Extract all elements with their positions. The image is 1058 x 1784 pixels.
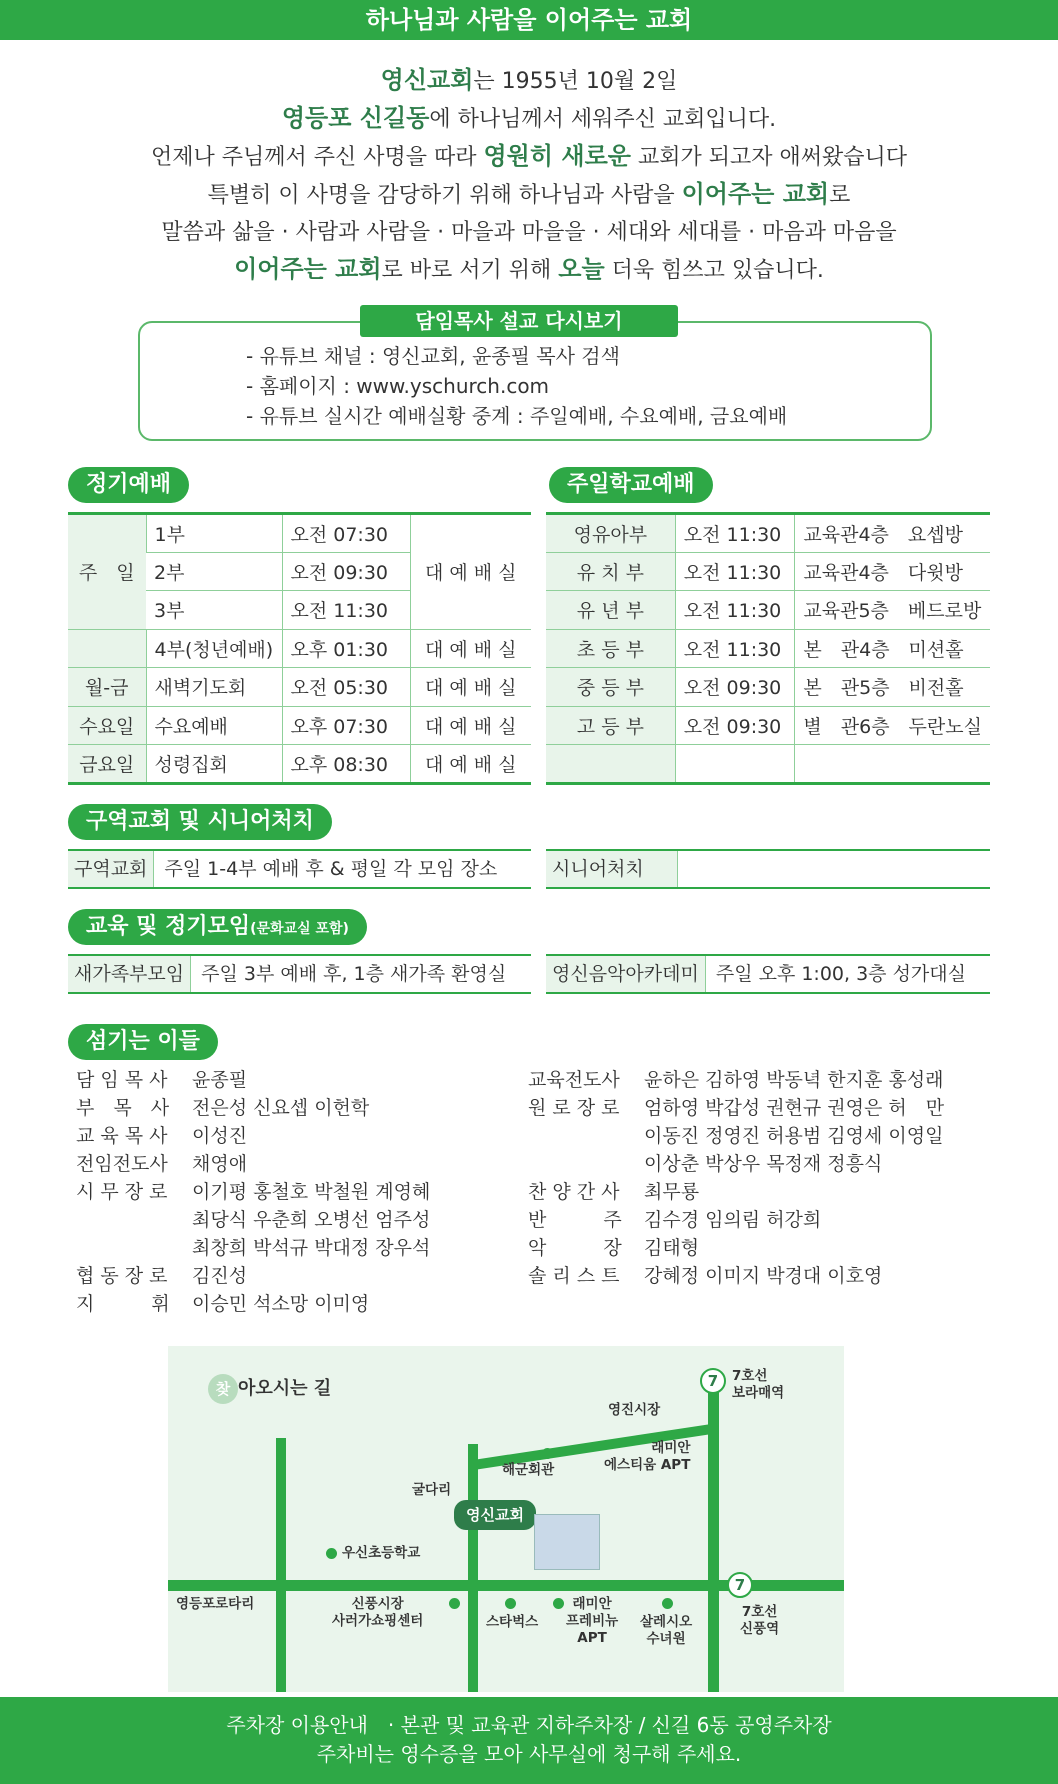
sermon-item: - 유튜브 채널 : 영신교회, 윤종필 목사 검색 [246, 344, 620, 368]
staff-names: 이기평 홍철호 박철원 계영혜 [192, 1181, 431, 1203]
dept-label: 초 등 부 [546, 629, 675, 668]
staff-names: 최당식 우춘희 오병선 엄주성 [192, 1209, 431, 1231]
newcomer-key: 새가족부모임 [68, 956, 191, 992]
sermon-replay-box [138, 321, 932, 441]
map-label-salesio: 살레시오 수녀원 [640, 1614, 693, 1647]
staff-role: 담 임 목 사 [76, 1069, 168, 1091]
parking-footer [0, 1697, 1058, 1784]
senior-row [546, 849, 990, 889]
map-label-boramae: 7호선 보라매역 [732, 1368, 785, 1401]
empty-cell [795, 745, 990, 784]
service-name: 4부(청년예배) [146, 629, 282, 668]
school-time: 오전 11:30 [675, 629, 795, 668]
table-row [546, 591, 990, 630]
staff-names: 윤종필 [192, 1069, 248, 1091]
staff-row [76, 1178, 430, 1206]
map-dot [662, 1598, 673, 1609]
service-name: 2부 [146, 552, 282, 591]
staff-row [76, 1094, 430, 1122]
staff-names: 김수경 임의림 허강희 [644, 1209, 822, 1231]
worship-table [68, 512, 531, 785]
school-time: 오전 09:30 [675, 706, 795, 745]
staff-role: 교육전도사 [528, 1069, 620, 1091]
map-label-navy-hall: 해군회관 [502, 1462, 555, 1478]
education-title-text: 교육 및 정기모임 [86, 914, 251, 939]
map-dot [505, 1598, 516, 1609]
staff-names: 강혜정 이미지 박경대 이호영 [644, 1265, 883, 1287]
staff-role: 전임전도사 [76, 1153, 168, 1175]
staff-names: 이동진 정영진 허용범 김영세 이영일 [644, 1125, 944, 1147]
school-time: 오전 11:30 [675, 591, 795, 630]
service-time: 오후 08:30 [282, 745, 410, 784]
table-row [546, 745, 990, 784]
staff-list-left [76, 1066, 430, 1318]
map-title: 아오시는 길 [238, 1378, 332, 1399]
empty-cell [675, 745, 795, 784]
service-name: 3부 [146, 591, 282, 630]
parking-note: 주차비는 영수증을 모아 사무실에 청구해 주세요. [316, 1742, 742, 1766]
day-label: 월-금 [68, 668, 146, 707]
day-label: 수요일 [68, 706, 146, 745]
staff-names: 최창희 박석규 박대정 장우석 [192, 1237, 431, 1259]
staff-role [528, 1150, 644, 1178]
service-place: 대 예 배 실 [410, 514, 531, 630]
table-row [68, 668, 531, 707]
staff-role [76, 1234, 192, 1262]
staff-row [76, 1234, 430, 1262]
worship-section-title: 정기예배 [68, 467, 189, 503]
staff-row [528, 1178, 944, 1206]
empty-cell [546, 745, 675, 784]
staff-names: 이상춘 박상우 목정재 정흥식 [644, 1153, 883, 1175]
map-dot [326, 1548, 337, 1559]
newcomer-row [68, 954, 531, 994]
table-row [546, 668, 990, 707]
staff-names: 김진성 [192, 1265, 248, 1287]
service-time: 오전 09:30 [282, 552, 410, 591]
service-place: 대 예 배 실 [410, 629, 531, 668]
district-row [68, 849, 531, 889]
intro-line: 이어주는 교회로 바로 서기 위해 오늘 더욱 힘쓰고 있습니다. [234, 255, 824, 283]
staff-row [528, 1234, 944, 1262]
school-time: 오전 11:30 [675, 552, 795, 591]
map-label-sinpung-station: 7호선 신풍역 [740, 1604, 780, 1637]
directions-map [168, 1346, 844, 1692]
sunday-school-title: 주일학교예배 [549, 467, 713, 503]
sunday-label: 주 일 [68, 514, 146, 630]
staff-role [528, 1122, 644, 1150]
day-label [68, 629, 146, 668]
intro-line: 영신교회는 1955년 10월 2일 [380, 66, 678, 94]
service-time: 오전 05:30 [282, 668, 410, 707]
intro-line: 특별히 이 사명을 감당하기 위해 하나님과 사람을 이어주는 교회로 [207, 180, 851, 208]
district-key: 구역교회 [68, 851, 154, 887]
service-time: 오전 11:30 [282, 591, 410, 630]
day-label: 금요일 [68, 745, 146, 784]
staff-section-title: 섬기는 이들 [68, 1024, 218, 1060]
staff-row [76, 1122, 430, 1150]
map-title-mark: 찾 [208, 1374, 238, 1404]
table-row [546, 514, 990, 553]
map-label-guldari: 굴다리 [412, 1482, 452, 1498]
staff-row [528, 1094, 944, 1122]
service-place: 대 예 배 실 [410, 668, 531, 707]
music-academy-row [546, 954, 990, 994]
map-dot [542, 1448, 553, 1459]
staff-row [528, 1150, 944, 1178]
staff-role: 반 주 [528, 1209, 622, 1231]
staff-role [76, 1206, 192, 1234]
school-place: 교육관4층 요셉방 [795, 514, 990, 553]
sunday-school-table [546, 512, 990, 785]
staff-role: 악 장 [528, 1237, 622, 1259]
staff-names: 이성진 [192, 1125, 248, 1147]
school-place: 교육관4층 다윗방 [795, 552, 990, 591]
service-place: 대 예 배 실 [410, 706, 531, 745]
staff-row [76, 1262, 430, 1290]
staff-row [76, 1150, 430, 1178]
map-label-sinpung-market: 신풍시장 사러가쇼핑센터 [332, 1596, 424, 1629]
sermon-replay-title: 담임목사 설교 다시보기 [360, 305, 678, 337]
service-place: 대 예 배 실 [410, 745, 531, 784]
table-row [68, 745, 531, 784]
staff-row [528, 1122, 944, 1150]
subway-line7-icon: 7 [700, 1368, 726, 1394]
intro-line: 영등포 신길동에 하나님께서 세워주신 교회입니다. [281, 104, 777, 132]
table-row [546, 552, 990, 591]
music-academy-value: 주일 오후 1:00, 3층 성가대실 [715, 963, 966, 985]
service-name: 1부 [146, 514, 282, 553]
school-place: 별 관6층 두란노실 [795, 706, 990, 745]
page-title: 하나님과 사람을 이어주는 교회 [0, 0, 1058, 40]
service-time: 오후 01:30 [282, 629, 410, 668]
dept-label: 영유아부 [546, 514, 675, 553]
staff-names: 김태형 [644, 1237, 700, 1259]
table-row [68, 514, 531, 553]
senior-key: 시니어처치 [546, 851, 678, 887]
school-place: 교육관5층 베드로방 [795, 591, 990, 630]
map-label-starbucks: 스타벅스 [486, 1614, 539, 1630]
map-label-rotary: 영등포로타리 [176, 1596, 255, 1612]
sermon-item: - 유튜브 실시간 예배실황 중계 : 주일예배, 수요예배, 금요예배 [246, 404, 788, 428]
staff-role: 찬 양 간 사 [528, 1181, 620, 1203]
staff-role: 원 로 장 로 [528, 1097, 620, 1119]
staff-names: 윤하은 김하영 박동녁 한지훈 홍성래 [644, 1069, 944, 1091]
staff-role: 시 무 장 로 [76, 1181, 168, 1203]
education-title-small: (문화교실 포함) [250, 921, 349, 937]
table-row [68, 706, 531, 745]
senior-value [678, 851, 698, 887]
staff-role: 지 휘 [76, 1293, 170, 1315]
staff-role: 솔 리 스 트 [528, 1265, 620, 1287]
map-dot [553, 1598, 564, 1609]
staff-role: 협 동 장 로 [76, 1265, 168, 1287]
service-time: 오후 07:30 [282, 706, 410, 745]
map-dot [449, 1598, 460, 1609]
dept-label: 고 등 부 [546, 706, 675, 745]
staff-names: 엄하영 박갑성 권현규 권영은 허 만 [644, 1097, 945, 1119]
staff-names: 채영애 [192, 1153, 248, 1175]
newcomer-value: 주일 3부 예배 후, 1층 새가족 환영실 [201, 963, 507, 985]
staff-list-right [528, 1066, 944, 1290]
table-row [546, 629, 990, 668]
road-vertical-left [276, 1438, 286, 1692]
staff-names: 이승민 석소망 이미영 [192, 1293, 370, 1315]
service-name: 수요예배 [146, 706, 282, 745]
staff-role: 교 육 목 사 [76, 1125, 168, 1147]
service-time: 오전 07:30 [282, 514, 410, 553]
music-academy-key: 영신음악아카데미 [546, 956, 706, 992]
district-value: 주일 1-4부 예배 후 & 평일 각 모임 장소 [164, 858, 498, 880]
staff-row [76, 1290, 430, 1318]
staff-names: 전은성 신요셉 이헌학 [192, 1097, 370, 1119]
service-name: 새벽기도회 [146, 668, 282, 707]
road-vertical-middle [468, 1444, 478, 1692]
staff-names: 최무룡 [644, 1181, 700, 1203]
school-place: 본 관5층 비전홀 [795, 668, 990, 707]
school-time: 오전 09:30 [675, 668, 795, 707]
church-building-icon [534, 1514, 600, 1570]
staff-role: 부 목 사 [76, 1097, 170, 1119]
service-name: 성령집회 [146, 745, 282, 784]
map-label-raemian-prebinew: 래미안 프레비뉴 APT [566, 1596, 619, 1646]
church-marker: 영신교회 [454, 1500, 536, 1530]
staff-row [528, 1066, 944, 1094]
dept-label: 유 년 부 [546, 591, 675, 630]
map-label-raemian-estium: 래미안 에스티움 APT [604, 1440, 691, 1473]
staff-row [76, 1206, 430, 1234]
staff-row [528, 1262, 944, 1290]
staff-row [528, 1206, 944, 1234]
dept-label: 유 치 부 [546, 552, 675, 591]
church-intro [0, 62, 1058, 289]
education-section-title [68, 909, 367, 945]
map-label-wooshin-school: 우신초등학교 [342, 1545, 421, 1561]
intro-line: 언제나 주님께서 주신 사명을 따라 영원히 새로운 교회가 되고자 애써왔습니다 [151, 142, 907, 170]
school-time: 오전 11:30 [675, 514, 795, 553]
intro-line: 말씀과 삶을 · 사람과 사람을 · 마을과 마을을 · 세대와 세대를 · 마음과 마음을 [161, 220, 897, 245]
dept-label: 중 등 부 [546, 668, 675, 707]
subway-line7-icon: 7 [727, 1572, 753, 1598]
map-label-youngjin-market: 영진시장 [608, 1402, 661, 1418]
district-section-title: 구역교회 및 시니어처치 [68, 804, 332, 840]
sermon-item: - 홈페이지 : www.yschurch.com [246, 374, 550, 398]
staff-row [76, 1066, 430, 1094]
school-place: 본 관4층 미션홀 [795, 629, 990, 668]
table-row [546, 706, 990, 745]
parking-info: 주차장 이용안내 · 본관 및 교육관 지하주차장 / 신길 6동 공영주차장 [226, 1713, 832, 1737]
table-row [68, 629, 531, 668]
